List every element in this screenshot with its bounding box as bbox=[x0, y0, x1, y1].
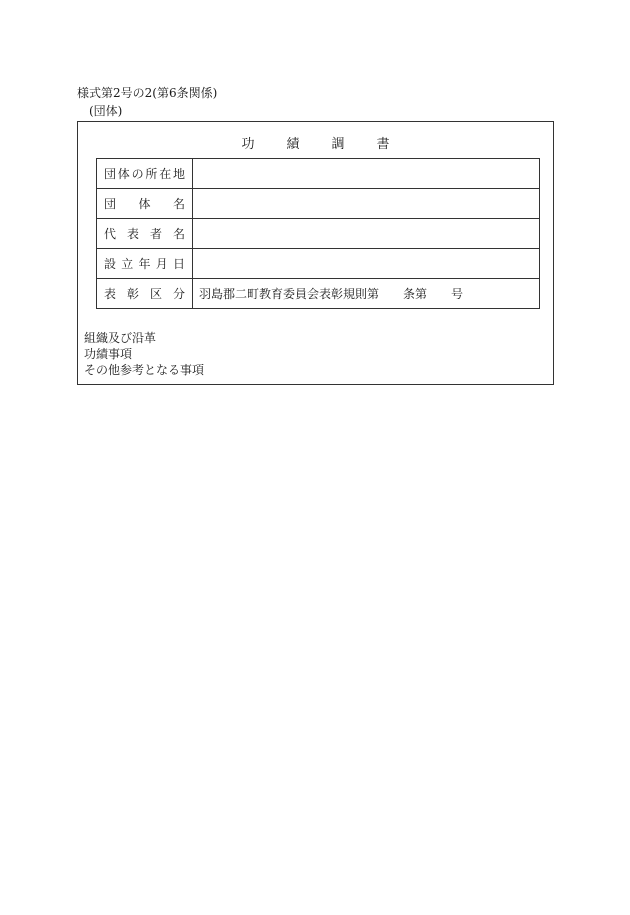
label-char: 区 bbox=[149, 287, 162, 301]
label-char: 団 bbox=[104, 167, 117, 181]
document-title bbox=[78, 133, 553, 152]
label-char: 在 bbox=[159, 167, 172, 181]
label-char: 名 bbox=[172, 197, 185, 211]
label-char: 地 bbox=[172, 167, 185, 181]
note-achievements: 功績事項 bbox=[84, 347, 133, 361]
row-value-award-category[interactable]: 羽島郡二町教育委員会表彰規則第 条第 号 bbox=[193, 279, 540, 309]
row-label-award-category bbox=[97, 279, 193, 309]
row-label-org-name bbox=[97, 189, 193, 219]
label-char: 体 bbox=[117, 167, 130, 181]
note-organization-history: 組織及び沿革 bbox=[84, 331, 157, 345]
row-label-address bbox=[97, 159, 193, 189]
note-other-reference: その他参考となる事項 bbox=[84, 363, 205, 377]
label-char: 彰 bbox=[126, 287, 139, 301]
form-number-label: 様式第2号の2(第6条関係) bbox=[77, 86, 218, 100]
row-label-established-date bbox=[97, 249, 193, 279]
row-value-representative[interactable] bbox=[193, 219, 540, 249]
title-char: 功 bbox=[241, 137, 255, 152]
label-char: 分 bbox=[172, 287, 185, 301]
row-label-representative bbox=[97, 219, 193, 249]
label-char: 表 bbox=[104, 287, 117, 301]
table-row bbox=[97, 189, 540, 219]
label-char: 名 bbox=[172, 227, 185, 241]
label-char: の bbox=[131, 167, 144, 181]
title-char: 調 bbox=[331, 137, 345, 152]
info-table bbox=[96, 158, 540, 309]
title-char: 書 bbox=[376, 137, 390, 152]
label-char: 所 bbox=[145, 167, 158, 181]
table-row bbox=[97, 159, 540, 189]
label-char: 設 bbox=[104, 257, 117, 271]
label-char: 日 bbox=[172, 257, 185, 271]
label-char: 体 bbox=[138, 197, 151, 211]
table-row bbox=[97, 279, 540, 309]
row-value-established-date[interactable] bbox=[193, 249, 540, 279]
row-value-org-name[interactable] bbox=[193, 189, 540, 219]
label-char: 月 bbox=[155, 257, 168, 271]
label-char: 立 bbox=[121, 257, 134, 271]
label-char: 団 bbox=[104, 197, 117, 211]
table-row bbox=[97, 249, 540, 279]
document-frame bbox=[77, 121, 554, 385]
notes-section bbox=[84, 330, 204, 378]
label-char: 代 bbox=[104, 227, 117, 241]
title-char: 績 bbox=[286, 137, 300, 152]
label-char: 者 bbox=[149, 227, 162, 241]
label-char: 表 bbox=[126, 227, 139, 241]
label-char: 年 bbox=[138, 257, 151, 271]
form-type-label: (団体) bbox=[89, 104, 123, 118]
row-value-address[interactable] bbox=[193, 159, 540, 189]
table-row bbox=[97, 219, 540, 249]
